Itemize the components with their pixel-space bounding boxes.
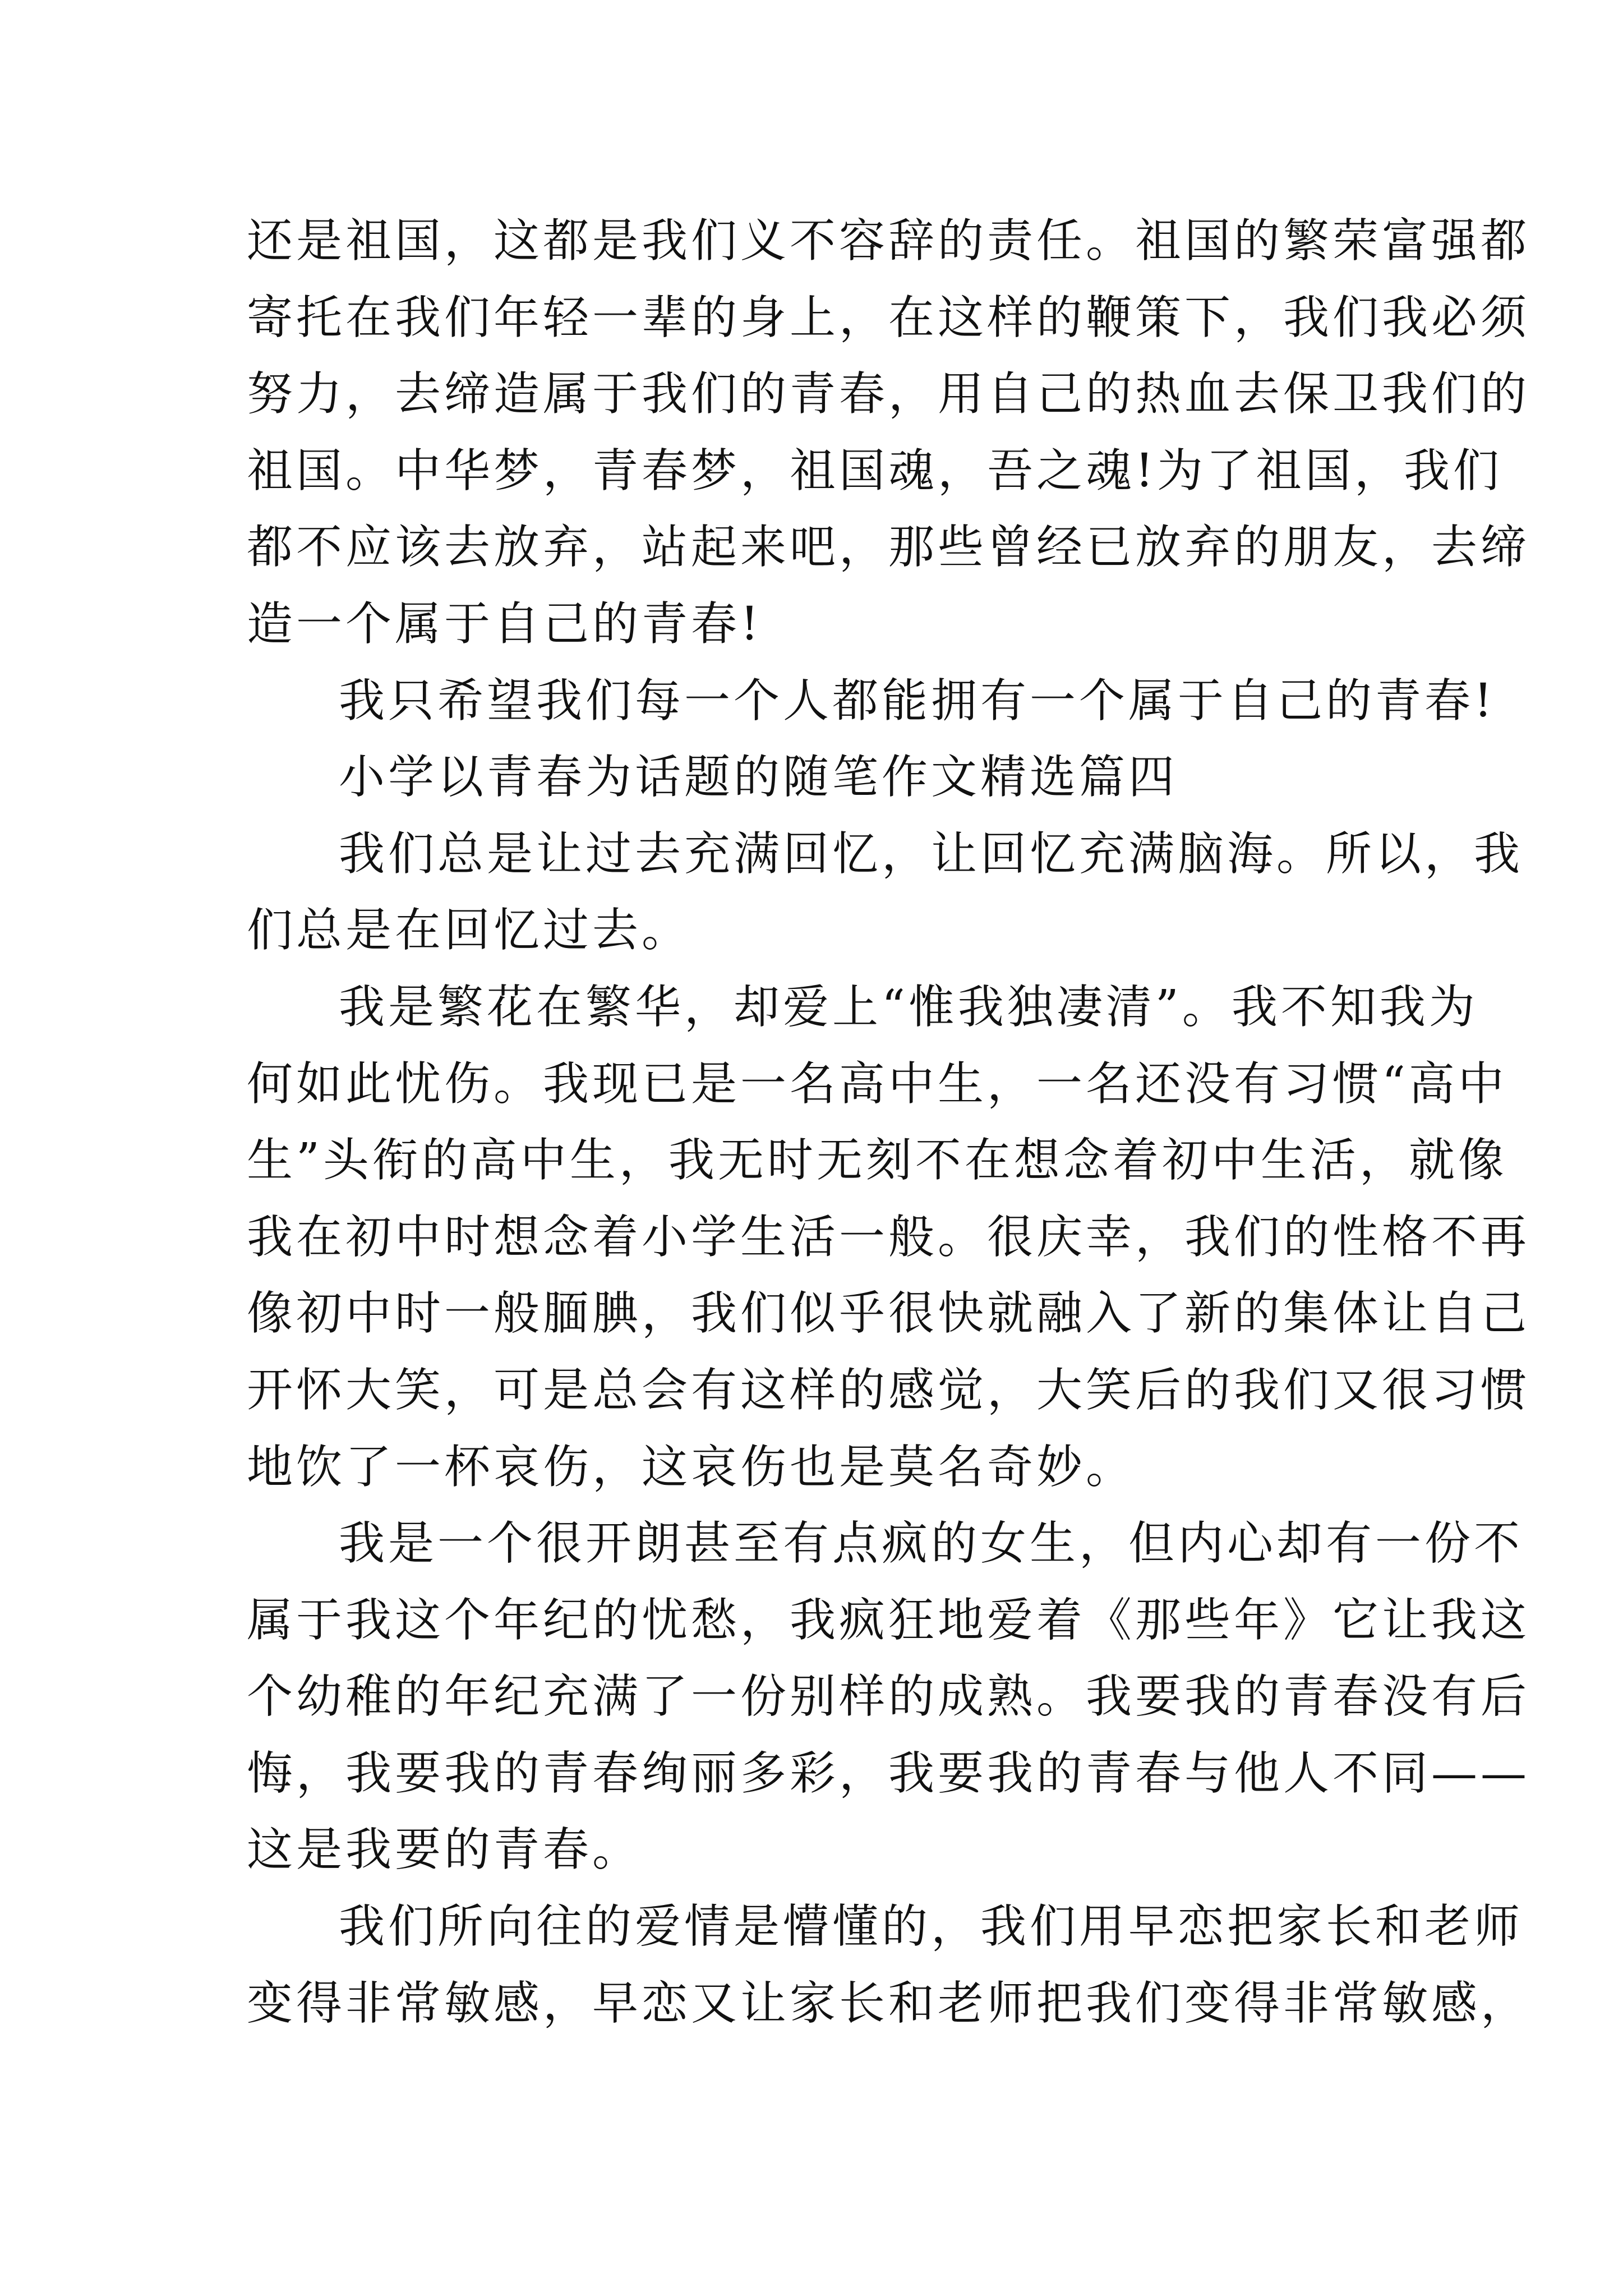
- text-line: 我们所向往的爱情是懵懂的，我们用早恋把家长和老师: [339, 1900, 1524, 1954]
- text-line: 我是繁花在繁华，却爱上“惟我独凄清”。我不知我为: [339, 980, 1478, 1034]
- text-line: 我在初中时想念着小学生活一般。很庆幸，我们的性格不再: [247, 1210, 1530, 1264]
- text-line: 变得非常敏感，早恋又让家长和老师把我们变得非常敏感，: [247, 1976, 1530, 2030]
- text-line: 还是祖国，这都是我们义不容辞的责任。祖国的繁荣富强都: [247, 214, 1530, 268]
- text-line: 个幼稚的年纪充满了一份别样的成熟。我要我的青春没有后: [247, 1670, 1530, 1724]
- text-line: 何如此忧伤。我现已是一名高中生，一名还没有习惯“高中: [247, 1057, 1507, 1111]
- text-line: 悔，我要我的青春绚丽多彩，我要我的青春与他人不同——: [247, 1746, 1530, 1800]
- paragraph: [247, 1506, 1530, 1889]
- text-line: 们总是在回忆过去。: [247, 904, 691, 958]
- text-line: 都不应该去放弃，站起来吧，那些曾经已放弃的朋友，去缔: [247, 521, 1530, 574]
- text-line: 祖国。中华梦，青春梦，祖国魂，吾之魂!为了祖国，我们: [247, 444, 1502, 498]
- text-line: 造一个属于自己的青春!: [247, 597, 762, 651]
- text-line: 我只希望我们每一个人都能拥有一个属于自己的青春!: [339, 674, 1496, 728]
- paragraph: [247, 663, 1496, 740]
- text-line: 开怀大笑，可是总会有这样的感觉，大笑后的我们又很习惯: [247, 1363, 1530, 1417]
- text-line: 像初中时一般腼腆，我们似乎很快就融入了新的集体让自己: [247, 1287, 1530, 1341]
- section-heading: [247, 739, 1391, 816]
- text-line: 生”头衔的高中生，我无时无刻不在想念着初中生活，就像: [247, 1134, 1507, 1188]
- document-body: [247, 203, 1530, 2042]
- text-line: 地饮了一杯哀伤，这哀伤也是莫名奇妙。: [247, 1440, 1136, 1494]
- paragraph: [247, 203, 1530, 663]
- paragraph: [247, 1889, 1530, 2042]
- text-line: 小学以青春为话题的随笔作文精选篇四: [339, 751, 1178, 804]
- text-line: 这是我要的青春。: [247, 1823, 642, 1877]
- text-line: 寄托在我们年轻一辈的身上，在这样的鞭策下，我们我必须: [247, 291, 1530, 344]
- paragraph: [247, 816, 1524, 969]
- text-line: 我是一个很开朗甚至有点疯的女生，但内心却有一份不: [339, 1517, 1524, 1571]
- text-line: 属于我这个年纪的忧愁，我疯狂地爱着《那些年》它让我这: [247, 1593, 1530, 1647]
- text-line: 我们总是让过去充满回忆，让回忆充满脑海。所以，我: [339, 827, 1524, 881]
- paragraph: [247, 969, 1530, 1506]
- text-line: 努力，去缔造属于我们的青春，用自己的热血去保卫我们的: [247, 367, 1530, 421]
